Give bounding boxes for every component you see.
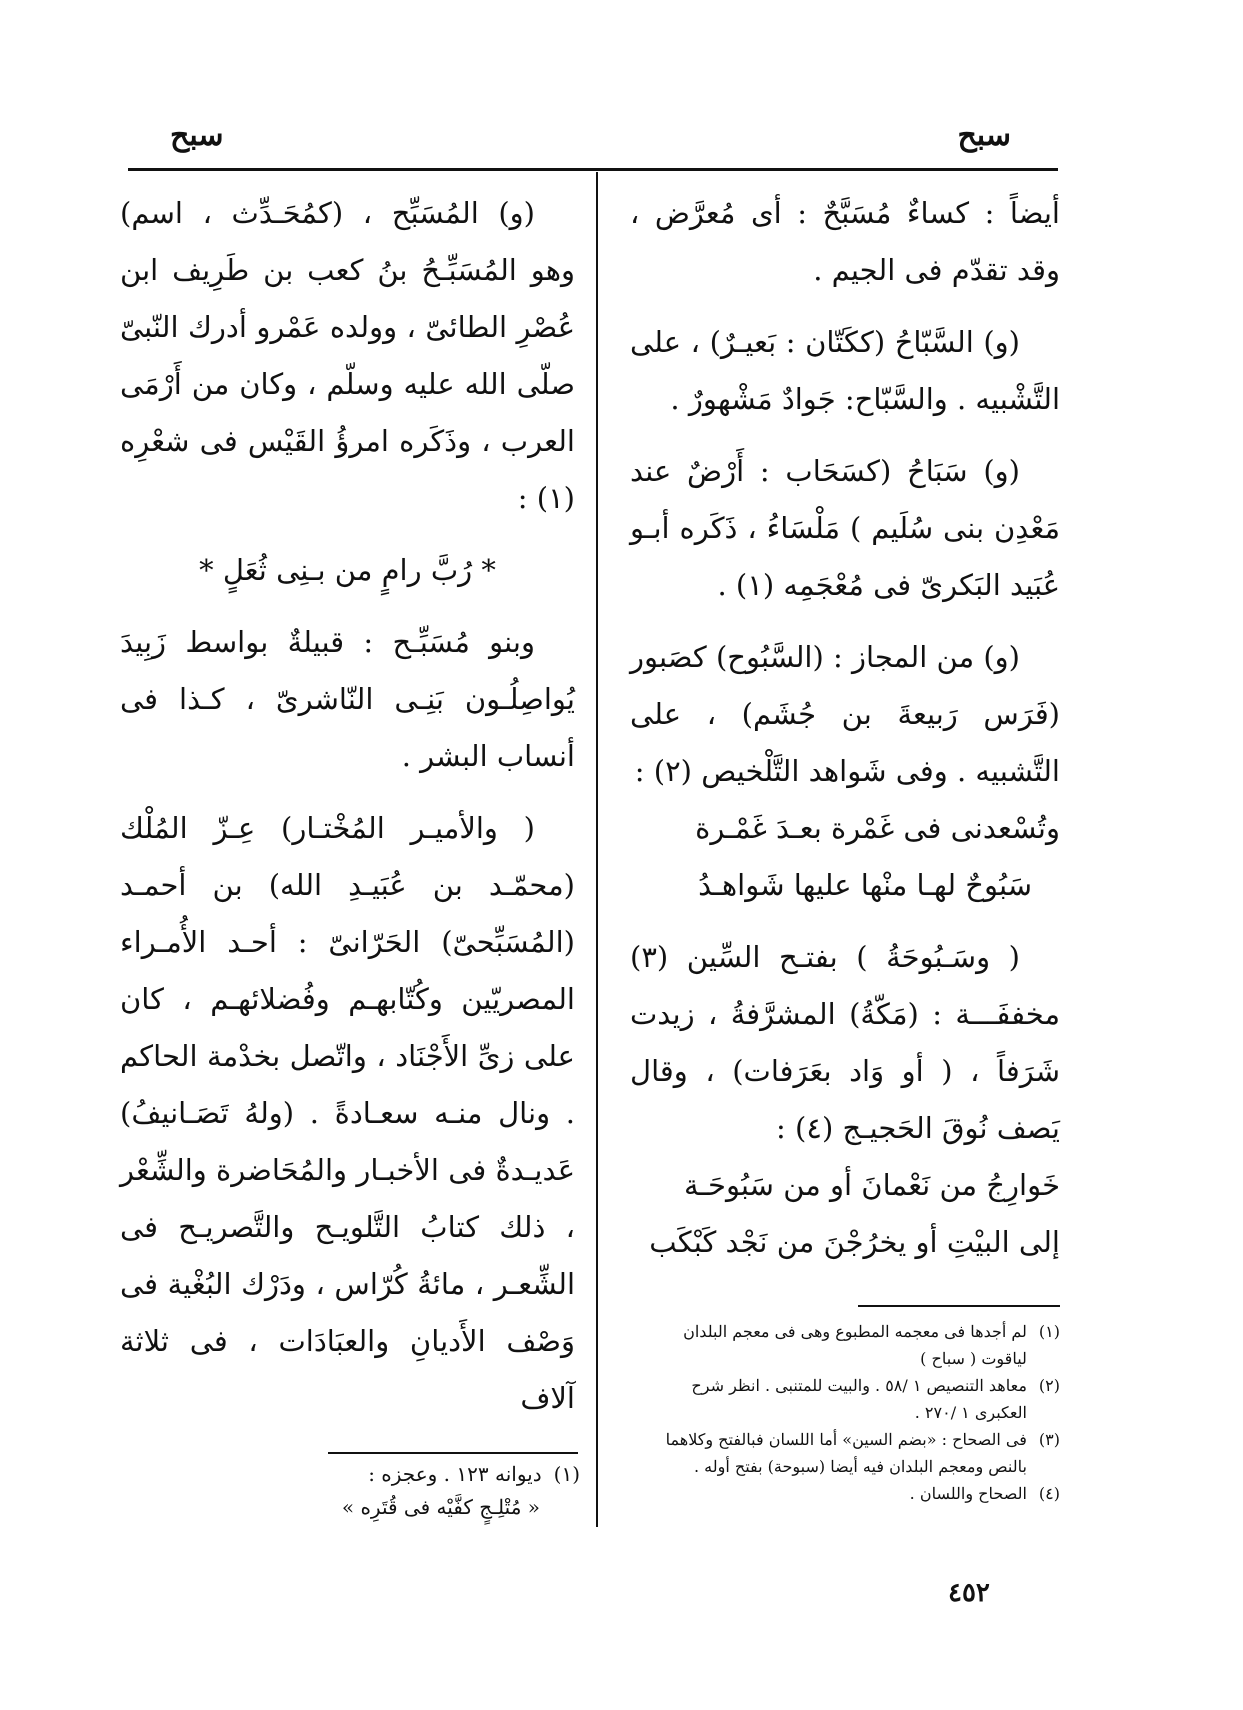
footnotes-left (130, 1458, 580, 1524)
running-header-left: سبح (170, 118, 224, 153)
header-rule (128, 168, 1058, 171)
footnote-verse: « مُتْلِـجٍ كفَّيْه فى قُتَرِه » (341, 1495, 540, 1519)
hemistich: * رُبَّ رامٍ من بـنِى ثُعَلٍ * (199, 553, 496, 587)
running-header-right: سبح (957, 118, 1011, 153)
verse-line: إلى البيْتِ أو يخرُجْنَ من نَجْد كَبْكَب (649, 1225, 1060, 1259)
footnote-rule (328, 1452, 578, 1454)
footnote-rule (858, 1305, 1060, 1307)
footnote-number: (٤) (1038, 1484, 1060, 1503)
page-number: ٤٥٢ (948, 1578, 990, 1608)
footnotes-right (640, 1318, 1060, 1507)
right-column (630, 185, 1060, 1271)
right-paragraph: (و) سَبَاحُ (كسَحَاب : أَرْضٌ عند مَعْدِن بنى سُلَيم ) مَلْسَاءُ ، ذَكَره أبـو عُبَيد البَكرىّ فى مُعْجَمِه (١) . (630, 454, 1060, 602)
right-paragraph: (و) السَّبّاحُ (ككَتّان : بَعيـرٌ) ، على التَّشْبيه . والسَّبّاح: جَوادٌ مَشْهورٌ . (630, 325, 1060, 416)
right-paragraph: ( وسَـبُوحَةُ ) بفتـح السِّين (٣) مخففَـــة : (مَكّةُ) المشرَّفةُ ، زيدت شَرَفاً ، ( أو وَاد بعَرَفات) ، وقال يَصف نُوقَ الحَجيـج (٤) : (630, 940, 1060, 1145)
verse-couplet (630, 800, 1060, 914)
right-paragraph: (و) من المجاز : (السَّبُوح) كصَبور (فَرَس رَبيعةَ بن جُشَم) ، على التَّشبيه . وفى شَواهد التَّلْخيص (٢) : (630, 640, 1060, 788)
verse-line: وتُسْعدنى فى غَمْرة بعـدَ غَمْـرة (695, 811, 1060, 845)
footnote-text: معاهد التنصيص ١ /٥٨ . والبيت للمتنبى . انظر شرح العكبرى ١ /٢٧٠ . (691, 1376, 1027, 1422)
footnote (640, 1426, 1060, 1480)
right-paragraph: أيضاً : كساءٌ مُسَبَّحٌ : أى مُعرَّض ، وقد تقدّم فى الجيم . (630, 196, 1060, 287)
verse-couplet (630, 1157, 1060, 1271)
footnote-number: (٣) (1038, 1430, 1060, 1449)
footnote-text: ديوانه ١٢٣ . وعجزه : (368, 1462, 542, 1486)
footnote (130, 1458, 580, 1491)
column-divider (596, 172, 598, 1527)
footnote-text: الصحاح واللسان . (909, 1484, 1027, 1503)
left-paragraph: (و) المُسَبِّح ، (كمُحَـدِّث ، اسم) وهو المُسَبِّـحُ بنُ كعب بن طَرِيف ابن عُصْرِ الطائىّ ، وولده عَمْرو أدرك النّبىّ صلّى الله عليه وسلّم ، وكان من أَرْمَى العرب ، وذَكَره امرؤُ القَيْس فى شعْرِه (١) : (120, 196, 575, 515)
verse-line: سَبُوحٌ لهـا منْها عليها شَواهـدُ (698, 868, 1032, 902)
footnote (640, 1480, 1060, 1507)
left-paragraph: ( والأميـر المُخْتـار) عِـزّ المُلْك (محمّـد بن عُبَيـدِ الله) بن أحمـد (المُسَبِّحىّ) الحَرّانىّ : أحـد الأُمـراء المصريّين وكُتّابهـم وفُضلائهـم ، كان على زىِّ الأَجْنَاد ، واتّصل بخدْمة الحاكم . ونال منـه سعـادةً . (ولهُ تَصَـانيفُ) عَديـدةٌ فى الأخبـار والمُحَاضرة والشِّعْر ، ذلك كتابُ التَّلويـح والتَّصريـح فى الشِّعـر ، مائةُ كُرّاس ، ودَرْك البُغْية فى وَصْف الأَديانِ والعبَادَات ، فى ثلاثة آلاف (120, 811, 575, 1415)
verse-line: خَوارِجُ من نَعْمانَ أو من سَبُوحَـة (683, 1168, 1060, 1202)
footnote-number: (١) (553, 1462, 580, 1486)
footnote-number: (٢) (1038, 1376, 1060, 1395)
footnote-text: لم أجدها فى معجمه المطبوع وهى فى معجم البلدان لياقوت ( سباح ) (683, 1322, 1027, 1368)
footnote-text: فى الصحاح : «بضم السين» أما اللسان فبالفتح وكلاهما بالنص ومعجم البلدان فيه أيضا (سبوحة) بفتح أوله . (665, 1430, 1027, 1476)
footnote (640, 1318, 1060, 1372)
left-paragraph: وبنو مُسَبِّـح : قبيلةٌ بواسط زَبِيدَ يُواصِلُـون بَنِـى النّاشرىّ ، كـذا فى أنساب البشر . (120, 625, 575, 773)
left-column (120, 185, 575, 1427)
footnote-number: (١) (1038, 1322, 1060, 1341)
footnote (640, 1372, 1060, 1426)
